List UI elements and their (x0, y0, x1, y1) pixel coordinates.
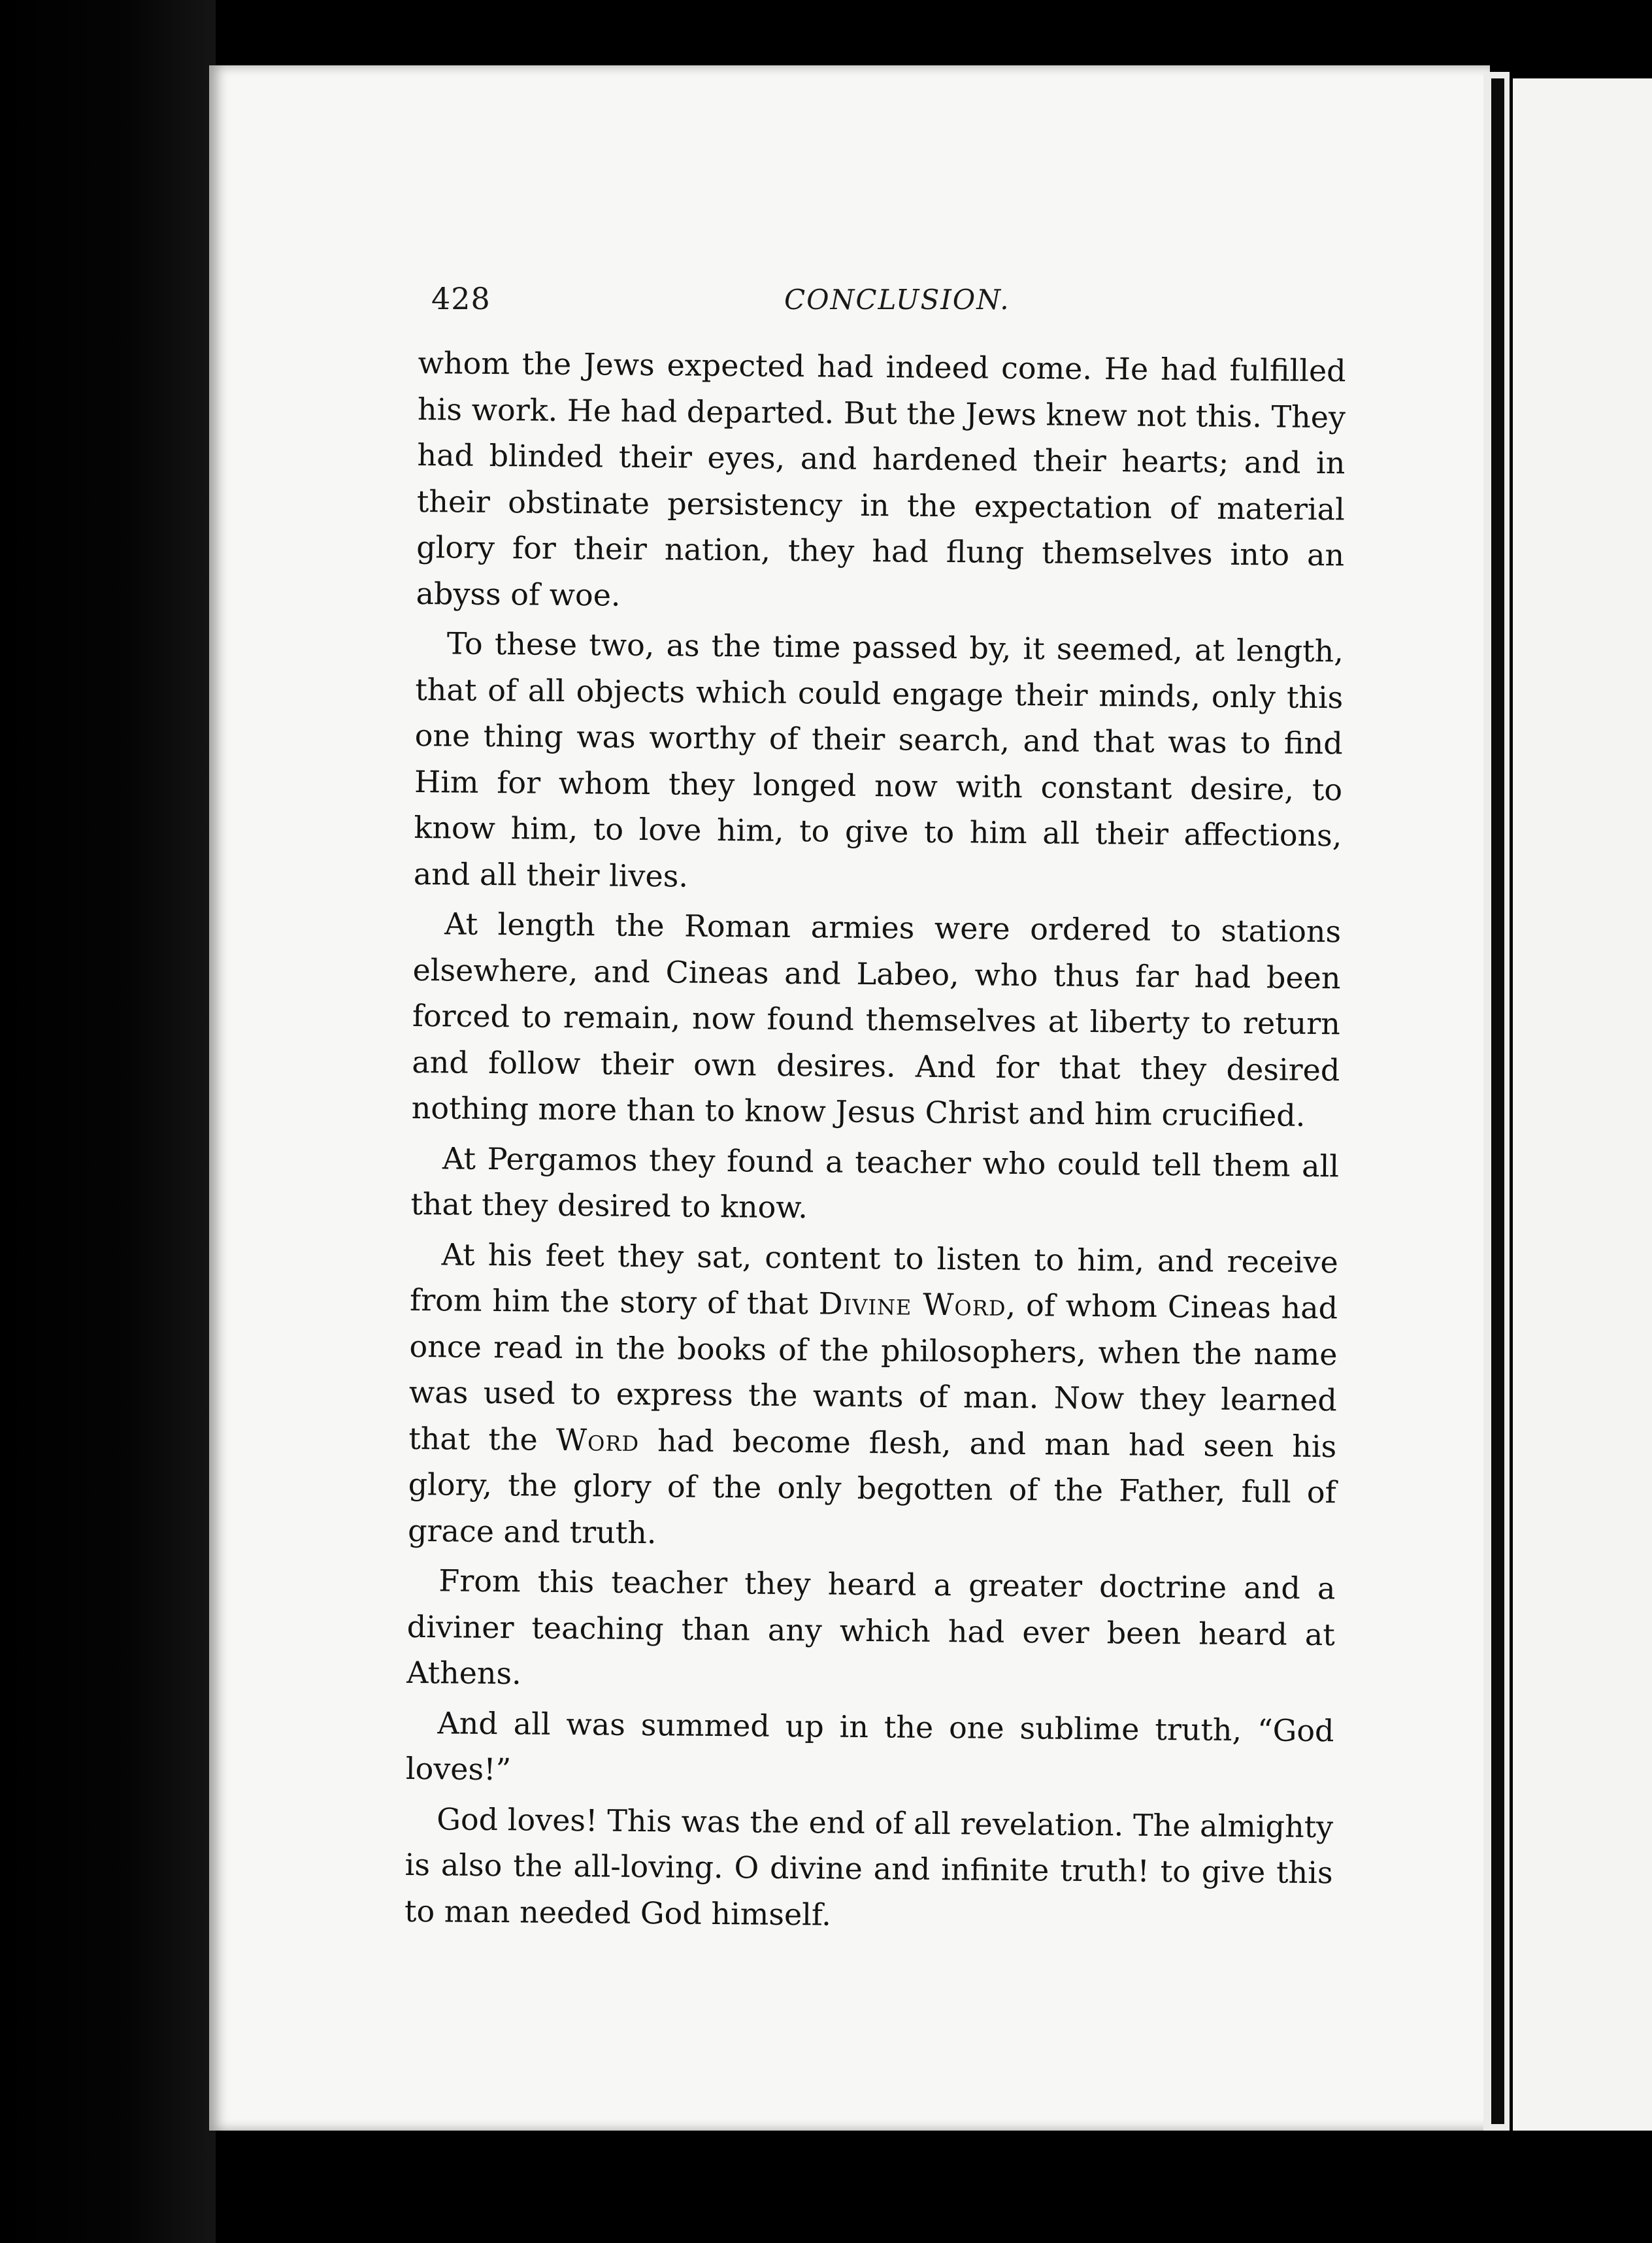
paragraph: At Pergamos they found a teacher who could tell them all that they desired to know. (410, 1140, 1340, 1225)
running-head (431, 281, 1346, 333)
book-spine-shadow (0, 0, 216, 2243)
page-number: 428 (431, 281, 491, 316)
paragraph: And all was summed up in the one sublime truth, “God loves!” (405, 1704, 1334, 1787)
paragraph: At length the Roman armies were ordered to stations elsewhere, and Cineas and Labeo, who thus far had been forced to remain, now found themselves at liberty to return and follow their own desires. And for that they desired nothing more than to know Jesus Christ and him crucified. (411, 906, 1342, 1133)
paragraph: God loves! This was the end of all revelation. The almighty is also the all-loving. O divine and infinite truth! to give this to man needed God himself. (404, 1801, 1334, 1933)
gutter-shadow (1491, 78, 1504, 2124)
paragraph: From this teacher they heard a greater doctrine and a diviner teaching than any which had ever been heard at Athens. (406, 1563, 1336, 1691)
body-text (405, 340, 1346, 1946)
paragraph-text: had become flesh, and man had seen his glory, the glory of the only begotten of the Father, full of grace and truth. (407, 1422, 1337, 1550)
small-caps-term: Word (555, 1421, 640, 1458)
paragraph: To these two, as the time passed by, it seemed, at length, that of all objects which could engage their minds, only this one thing was worthy of their search, and that was to find Him for whom they longed now with constant desire, to know him, to love him, to give to him all their affections, and all their lives. (413, 625, 1344, 894)
paragraph-text: At his feet they sat, content to listen to him, and receive from him the story of that (409, 1236, 1338, 1321)
running-title: CONCLUSION. (784, 284, 1010, 316)
paragraph (408, 1231, 1338, 1561)
facing-page-strip (1513, 78, 1652, 2131)
paragraph-text: , of whom Cineas had once read in the books of the philosophers, when the name was used to express the wants of man. Now they learned that the (408, 1287, 1338, 1457)
paragraph: whom the Jews expected had indeed come. He had fulfilled his work. He had departed. But the Jews knew not this. They had blinded their eyes, and hardened their hearts; and in their obstinate persistency in the expectation of material glory for their nation, they had flung themselves into an abyss of woe. (416, 344, 1346, 613)
small-caps-term: Divine Word (818, 1286, 1006, 1323)
